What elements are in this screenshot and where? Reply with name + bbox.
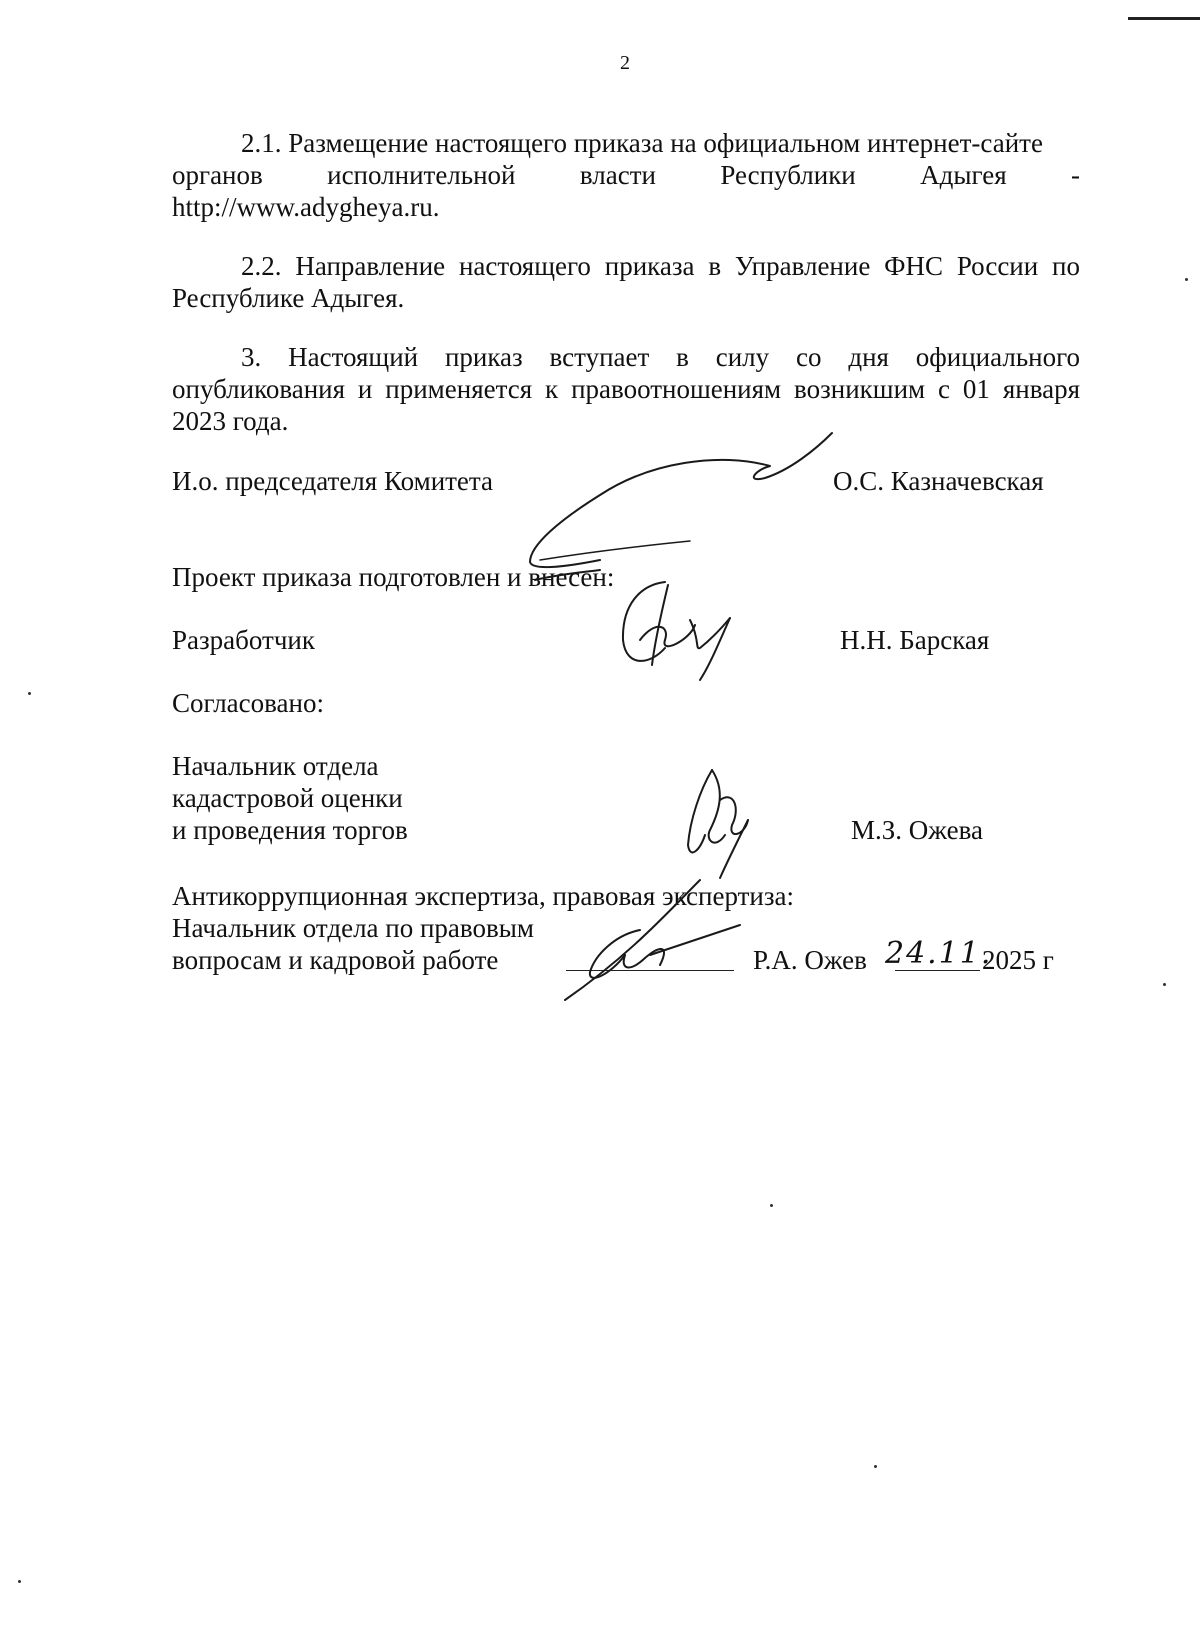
legal-title-line1: Начальник отдела по правовым — [172, 913, 534, 943]
developer-name: Н.Н. Барская — [840, 625, 990, 655]
prepared-label: Проект приказа подготовлен и внесен: — [172, 562, 615, 592]
word: Республики — [720, 160, 856, 190]
expertise-label: Антикоррупционная экспертиза, правовая экспертиза: — [172, 881, 795, 911]
chair-title: И.о. председателя Комитета — [172, 466, 494, 496]
paragraph-3: 3. Настоящий приказ вступает в силу со дня официального опубликования и применяется к правоотношениям возникшим с 01 января 2023 года. — [172, 342, 1080, 436]
scan-speck — [874, 1465, 877, 1468]
word: Адыгея — [920, 160, 1007, 190]
legal-handwritten-date: 24.11. — [885, 936, 993, 971]
word: исполнительной — [327, 160, 516, 190]
legal-year: 2025 г — [982, 945, 1054, 975]
chair-name: О.С. Казначевская — [833, 466, 1044, 496]
word: власти — [579, 160, 656, 190]
date-underline — [895, 970, 980, 971]
word: - — [1070, 160, 1080, 190]
paragraph-2-2: 2.2. Направление настоящего приказа в Управление ФНС России по Республике Адыгея. — [172, 251, 1080, 313]
agreed-label: Согласовано: — [172, 688, 324, 718]
scan-speck — [18, 1580, 21, 1583]
scan-speck — [1163, 983, 1166, 986]
legal-title-line2: вопросам и кадровой работе — [172, 945, 499, 975]
head-title-line3: и проведения торгов — [172, 815, 408, 845]
paragraph-2-1-line1: 2.1. Размещение настоящего приказа на официальном интернет-сайте — [241, 128, 1043, 158]
word: органов — [172, 160, 263, 190]
scan-speck — [770, 1204, 773, 1207]
page-number: 2 — [620, 52, 630, 74]
scan-speck — [1185, 278, 1188, 281]
head-name: М.З. Ожева — [851, 815, 983, 845]
head-title-line2: кадастровой оценки — [172, 783, 403, 813]
scan-speck — [28, 692, 31, 695]
developer-title: Разработчик — [172, 625, 315, 655]
legal-name: Р.А. Ожев — [753, 945, 867, 975]
paragraph-2-1-line3: http://www.adygheya.ru. — [172, 192, 440, 222]
head-title-line1: Начальник отдела — [172, 751, 379, 781]
